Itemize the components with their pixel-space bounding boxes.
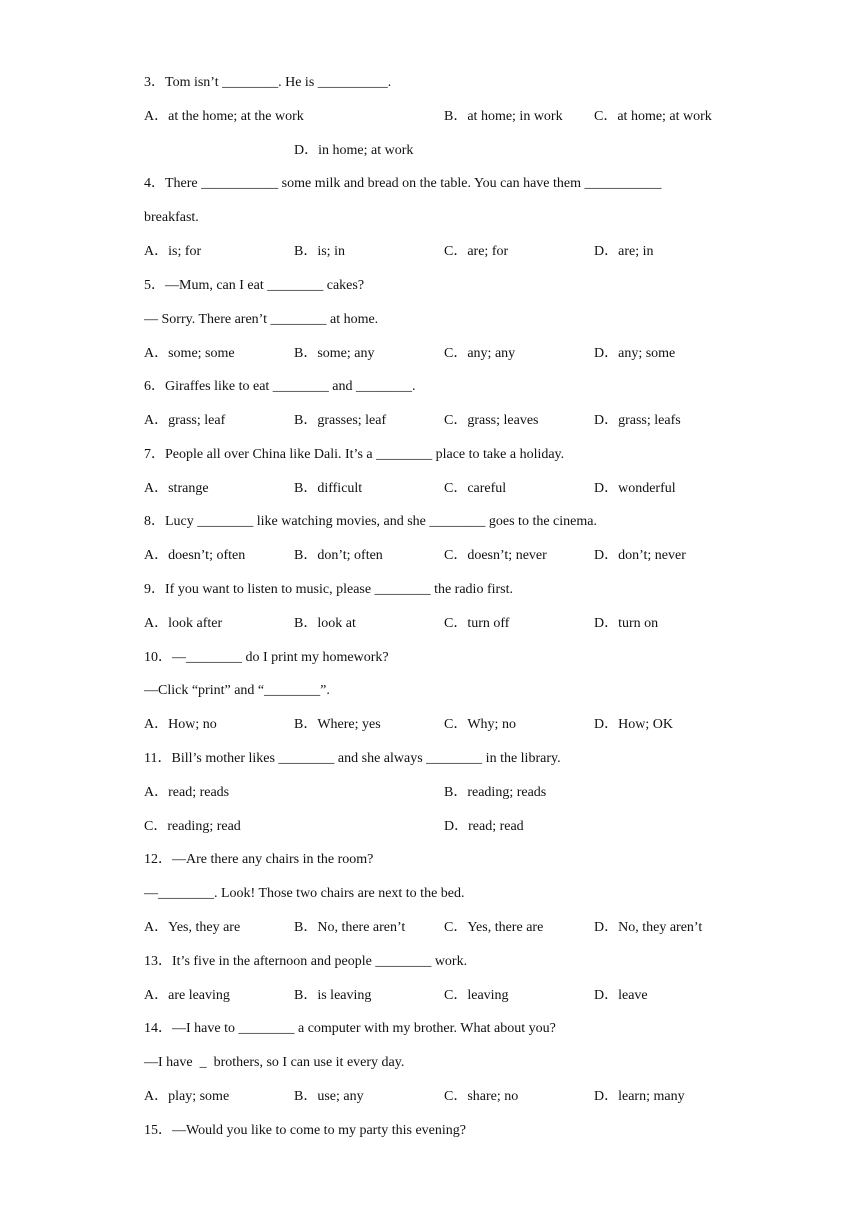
option-10b: B．Where; yes <box>294 717 381 732</box>
option-3c: C．at home; at work <box>594 109 712 124</box>
question-10: 10．—________ do I print my homework? <box>144 650 389 665</box>
question-4-line2: breakfast. <box>144 210 199 225</box>
option-14b: B．use; any <box>294 1089 364 1104</box>
option-7b: B．difficult <box>294 481 363 496</box>
option-5d: D．any; some <box>594 346 676 361</box>
option-5c: C．any; any <box>444 346 516 361</box>
option-8c: C．doesn’t; never <box>444 548 547 563</box>
question-3: 3．Tom isn’t ________. He is __________. <box>144 75 392 90</box>
option-8d: D．don’t; never <box>594 548 686 563</box>
question-13: 13．It’s five in the afternoon and people ________ work. <box>144 954 468 969</box>
question-7: 7．People all over China like Dali. It’s a ________ place to take a holiday. <box>144 447 565 462</box>
option-4b: B．is; in <box>294 244 345 259</box>
question-9: 9．If you want to listen to music, please ________ the radio first. <box>144 582 513 597</box>
option-11d: D．read; read <box>444 819 524 834</box>
option-5b: B．some; any <box>294 346 375 361</box>
option-12b: B．No, there aren’t <box>294 920 406 935</box>
option-14a: A．play; some <box>144 1089 230 1104</box>
option-13d: D．leave <box>594 988 648 1003</box>
option-6b: B．grasses; leaf <box>294 413 387 428</box>
option-6a: A．grass; leaf <box>144 413 226 428</box>
question-6: 6．Giraffes like to eat ________ and ________. <box>144 379 416 394</box>
option-9b: B．look at <box>294 616 356 631</box>
question-5: 5．—Mum, can I eat ________ cakes? <box>144 278 365 293</box>
option-13a: A．are leaving <box>144 988 230 1003</box>
question-8: 8．Lucy ________ like watching movies, and she ________ goes to the cinema. <box>144 514 597 529</box>
option-12d: D．No, they aren’t <box>594 920 703 935</box>
option-10c: C．Why; no <box>444 717 516 732</box>
option-9a: A．look after <box>144 616 223 631</box>
option-9d: D．turn on <box>594 616 659 631</box>
option-14d: D．learn; many <box>594 1089 685 1104</box>
question-12-line2: —________. Look! Those two chairs are next to the bed. <box>144 886 465 901</box>
option-11a: A．read; reads <box>144 785 230 800</box>
option-6d: D．grass; leafs <box>594 413 681 428</box>
option-10d: D．How; OK <box>594 717 673 732</box>
option-3a: A．at the home; at the work <box>144 109 304 124</box>
option-4d: D．are; in <box>594 244 654 259</box>
option-3b: B．at home; in work <box>444 109 563 124</box>
question-10-line2: —Click “print” and “________”. <box>144 683 330 698</box>
option-3d: D．in home; at work <box>294 143 414 158</box>
option-11c: C．reading; read <box>144 819 241 834</box>
question-5-line2: — Sorry. There aren’t ________ at home. <box>144 312 379 327</box>
option-4c: C．are; for <box>444 244 509 259</box>
option-4a: A．is; for <box>144 244 202 259</box>
option-14c: C．share; no <box>444 1089 519 1104</box>
option-8b: B．don’t; often <box>294 548 383 563</box>
option-10a: A．How; no <box>144 717 217 732</box>
question-11: 11．Bill’s mother likes ________ and she always ________ in the library. <box>144 751 561 766</box>
option-6c: C．grass; leaves <box>444 413 539 428</box>
option-7d: D．wonderful <box>594 481 676 496</box>
option-13b: B．is leaving <box>294 988 372 1003</box>
question-15: 15．—Would you like to come to my party this evening? <box>144 1123 466 1138</box>
option-12c: C．Yes, there are <box>444 920 544 935</box>
option-8a: A．doesn’t; often <box>144 548 246 563</box>
option-5a: A．some; some <box>144 346 235 361</box>
question-12: 12．—Are there any chairs in the room? <box>144 852 374 867</box>
option-13c: C．leaving <box>444 988 509 1003</box>
question-14-line2: —I have _ brothers, so I can use it every day. <box>144 1055 405 1070</box>
question-14: 14．—I have to ________ a computer with my brother. What about you? <box>144 1021 556 1036</box>
option-12a: A．Yes, they are <box>144 920 241 935</box>
question-4: 4．There ___________ some milk and bread on the table. You can have them ___________ <box>144 176 662 191</box>
option-9c: C．turn off <box>444 616 510 631</box>
option-7c: C．careful <box>444 481 507 496</box>
option-11b: B．reading; reads <box>444 785 547 800</box>
option-7a: A．strange <box>144 481 209 496</box>
